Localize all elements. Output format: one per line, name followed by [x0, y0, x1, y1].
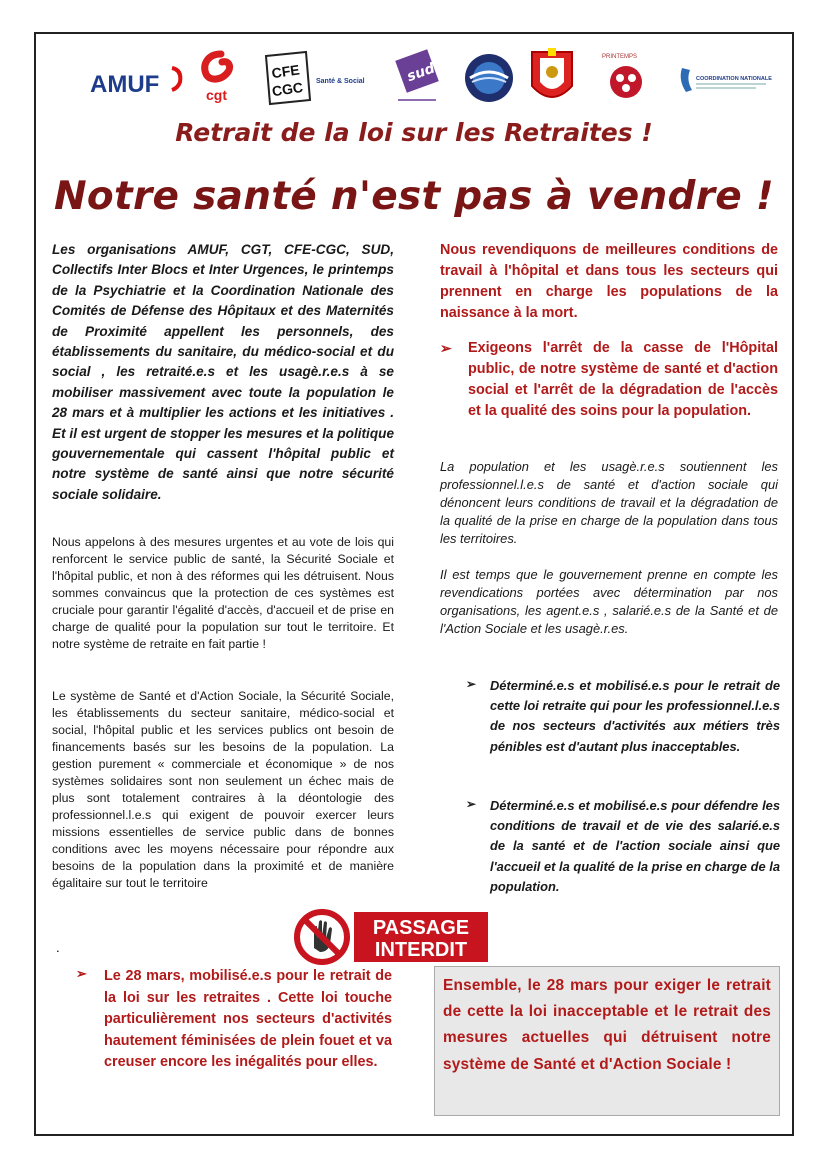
cfe-line2: CGC [270, 78, 304, 100]
right-bullet-determines-1: Déterminé.e.s et mobilisé.e.s pour le retrait de cette loi retraite qui pour les professionnel.l.e.s de nos secteurs d'activités aux métiers très pénibles est d'autant plus inacceptables. [490, 678, 780, 754]
right-heading-paragraph: Nous revendiquons de meilleures conditions de travail à l'hôpital et dans tous les secteurs qui prennent en charge les populations de la naissance à la mort. [440, 242, 778, 321]
right-paragraph-1: La population et les usagè.r.e.s soutiennent les professionnel.l.e.s de santé et d'action sociale qui dénoncent leurs conditions de travail et la dégradation de la qualité de la prise en charge de la population dans tous les territoires. [440, 459, 778, 546]
left-paragraph-1: Nous appelons à des mesures urgentes et au vote de lois qui renforcent le service public de santé, la Sécurité Sociale et l'hôpital public, et non à des réformes qui les détruisent. Nous sommes convaincus que la protection de ces systèmes est cruciale pour garantir l'égalité d'accès, d'accueil et de prise en charge de qualité pour la population sur tout le territoire. Et notre système de retraite en fait partie ! [52, 535, 394, 651]
inter-urgences-logo [458, 52, 520, 104]
flyer-frame [34, 32, 794, 1136]
cgt-logo [198, 50, 244, 104]
sante-social-text: Santé & Social [316, 78, 365, 85]
right-paragraph-2: Il est temps que le gouvernement prenne en compte les revendications portées avec détermination par nos organisations, les agent.e.s , salarié.e.s de la Santé et de l'Action Sociale et les usagè.r.es. [440, 567, 778, 636]
stray-dot: . [56, 940, 60, 955]
cfe-line1: CFE [270, 61, 301, 82]
arrow-bullet-icon: ➢ [76, 966, 87, 981]
closing-callout-text: Ensemble, le 28 mars pour exiger le retrait de cette la loi inacceptable et le retrait des mesures actuelles qui détruisent notre système de Santé et d'Action Sociale ! [443, 977, 771, 1073]
title-sante: Notre santé n'est pas à vendre ! [53, 174, 775, 219]
inter-blocs-logo [528, 46, 576, 110]
arrow-bullet-icon: ➢ [466, 677, 477, 691]
closing-callout-box [434, 966, 780, 1116]
amuf-logo [88, 62, 188, 102]
arrow-bullet-icon: ➢ [440, 340, 452, 356]
passage-interdit-sign [292, 908, 492, 966]
amuf-logo-text: AMUF [90, 71, 160, 98]
right-bullet-exigeons: Exigeons l'arrêt de la casse de l'Hôpital public, de notre système de santé et d'action social et l'arrêt de la dégradation de l'accès et la qualité des soins pour la population. [468, 340, 778, 419]
left-bullet-28-mars: Le 28 mars, mobilisé.e.s pour le retrait de la loi sur les retraites . Cette loi touche particulièrement nos secteurs d'activités hautement féminisées de plein fouet et va creuser encore les inégalités pour elles. [104, 968, 392, 1070]
sante-social-logo [316, 72, 370, 88]
arrow-bullet-icon: ➢ [466, 797, 477, 811]
sud-logo-text: sud [404, 60, 438, 86]
sud-logo [392, 48, 442, 108]
printemps-text: PRINTEMPS [602, 54, 638, 60]
logo-bar [36, 42, 792, 116]
title-retrait: Retrait de la loi sur les Retraites ! [175, 118, 653, 147]
left-lead-paragraph: Les organisations AMUF, CGT, CFE-CGC, SUD, Collectifs Inter Blocs et Inter Urgences, le printemps de la Psychiatrie et la Coordination Nationale des Comités de Défense des Hôpitaux et des Maternités de Proximité appellent les personnels, des établissements du sanitaire, du médico-social et du social , les retraité.e.s et les usagè.r.e.s à se mobiliser massivement avec toute la population le 28 mars et à multiplier les actions et les initiatives . Et il est urgent de stopper les mesures et la politique gouvernementale qui cassent l'hôpital public et notre système de santé ainsi que notre sécurité sociale solidaire. [52, 242, 394, 502]
coordination-nationale-logo [676, 60, 772, 100]
left-paragraph-2: Le système de Santé et d'Action Sociale, la Sécurité Sociale, les établissements du secteur sanitaire, médico-social et social, l'hôpital public et les services publics ont besoin de financements basés sur les besoins de la population. La gestion purement « commerciale et économique » de nos systèmes solidaires sont non seulement un échec mais de plus sont totalement contraires à la déontologie des professionnel.l.e.s qui exigent de pouvoir exercer leurs missions essentielles de service public dans de bonnes conditions avec les moyens nécessaire pour répondre aux besoins de la population dans la proximité et de manière égalitaire sur tout le territoire [52, 689, 394, 890]
cfe-cgc-logo [262, 48, 314, 108]
printemps-psychiatrie-logo [594, 48, 658, 110]
cgt-logo-text: cgt [206, 87, 227, 103]
sign-line-interdit: INTERDIT [374, 939, 468, 961]
sign-line-passage: PASSAGE [372, 917, 470, 939]
coordination-text: COORDINATION NATIONALE [696, 76, 772, 82]
right-bullet-determines-2: Déterminé.e.s et mobilisé.e.s pour défendre les conditions de travail et de vie des salarié.e.s de la santé et de l'action sociale ainsi que l'accueil et la qualité de la prise en charge de la population. [490, 798, 780, 894]
